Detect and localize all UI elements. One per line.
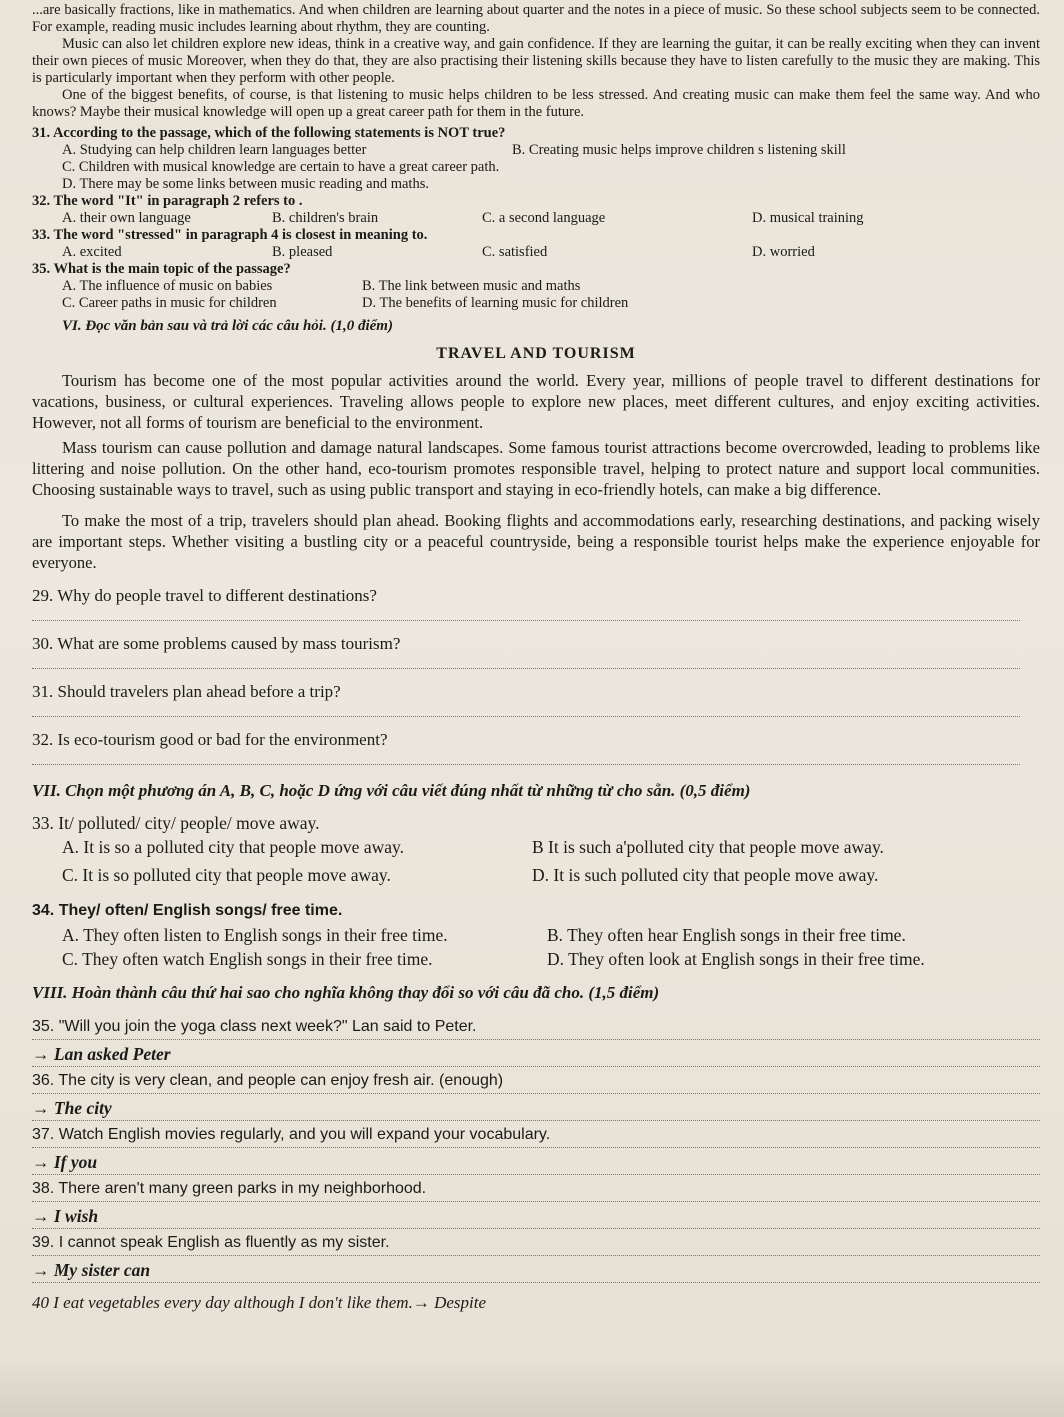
rewrite-answer-36[interactable]: → The city: [32, 1096, 1040, 1121]
tourism-paragraph-2: Mass tourism can cause pollution and damage natural landscapes. Some famous tourist attractions become overcrowded, leading to problems like littering and noise pollution. On the other hand, eco-tourism promotes responsible travel, helping to protect nature and support local communities. Choosing sustainable ways to travel, such as using public transport and staying in eco-friendly hotels, can make a big difference.: [32, 438, 1040, 499]
q34-sentence-a: A. They often listen to English songs in their free time.: [62, 925, 448, 945]
question-31: 31. Should travelers plan ahead before a trip?: [32, 682, 341, 701]
q34-sentence-stem: 34. They/ often/ English songs/ free time.: [32, 902, 343, 919]
q31-option-d: D. There may be some links between music reading and maths.: [62, 176, 429, 192]
question-31-stem: 31. According to the passage, which of the following statements is NOT true?: [32, 125, 506, 141]
reading1-paragraph-2: Music can also let children explore new ideas, think in a creative way, and gain confidence. If they are learning the guitar, it can be really exciting when they can invent their own pieces of music Moreover, when they do that, they are also practising their listening skills because they have to listen carefully to the music they are making. This is particularly important when they perform with other people.: [32, 36, 1040, 86]
q34-sentence-d: D. They often look at English songs in their free time.: [547, 949, 925, 969]
rewrite-item-35: [32, 1015, 1040, 1067]
answer-line-30[interactable]: [32, 654, 1020, 669]
q32-option-d: D. musical training: [752, 210, 864, 226]
reading1-paragraph-3: One of the biggest benefits, of course, is that listening to music helps children to be less stressed. And creating music can make them feel the same way. And who knows? Maybe their musical knowledge will open up a great career path for them in the future.: [32, 87, 1040, 120]
q34-sentence-b: B. They often hear English songs in their free time.: [547, 925, 906, 945]
rewrite-answer-37[interactable]: → If you: [32, 1150, 1040, 1175]
page-edge-shadow: [0, 1357, 1064, 1417]
rewrite-item-38: [32, 1177, 1040, 1229]
section-7: [32, 779, 1040, 971]
rewrite-question-40: 40 I eat vegetables every day although I don't like them.→ Despite: [32, 1293, 486, 1312]
section-6: [32, 316, 1040, 765]
section-8-heading: VIII. Hoàn thành câu thứ hai sao cho nghĩa không thay đổi so với câu đã cho. (1,5 điểm): [32, 983, 660, 1002]
rewrite-question-38: 38. There aren't many green parks in my neighborhood.: [32, 1177, 1040, 1202]
q34-sentence-c: C. They often watch English songs in their free time.: [62, 949, 433, 969]
rewrite-item-37: [32, 1123, 1040, 1175]
q31-option-b: B. Creating music helps improve children s listening skill: [512, 142, 846, 158]
rewrite-item-39: [32, 1231, 1040, 1283]
rewrite-answer-38[interactable]: → I wish: [32, 1204, 1040, 1229]
passage-title: TRAVEL AND TOURISM: [436, 345, 636, 362]
rewrite-item-36: [32, 1069, 1040, 1121]
question-35-stem: 35. What is the main topic of the passage?: [32, 261, 291, 277]
question-30: 30. What are some problems caused by mass tourism?: [32, 634, 401, 653]
q32-option-b: B. children's brain: [272, 210, 379, 226]
answer-line-29[interactable]: [32, 606, 1020, 621]
question-32-stem: 32. The word "It" in paragraph 2 refers to .: [32, 193, 303, 209]
section-7-heading: VII. Chọn một phương án A, B, C, hoặc D ứng với câu viết đúng nhất từ những từ cho sẵn. (0,5 điểm): [32, 781, 751, 800]
q35-option-a: A. The influence of music on babies: [62, 278, 273, 294]
answer-line-31[interactable]: [32, 702, 1020, 717]
q33-option-c: C. satisfied: [482, 244, 548, 260]
q35-option-c: C. Career paths in music for children: [62, 295, 277, 311]
answer-line-32[interactable]: [32, 750, 1020, 765]
q32-option-a: A. their own language: [62, 210, 191, 226]
q33-sentence-d: D. It is such polluted city that people move away.: [532, 865, 879, 885]
section-8: [32, 981, 1040, 1315]
q33-sentence-b: B It is such a'polluted city that people move away.: [532, 837, 884, 857]
q35-option-b: B. The link between music and maths: [362, 278, 581, 294]
question-29: 29. Why do people travel to different destinations?: [32, 586, 377, 605]
rewrite-question-35: 35. "Will you join the yoga class next week?" Lan said to Peter.: [32, 1015, 1040, 1040]
q33-option-b: B. pleased: [272, 244, 333, 260]
tourism-paragraph-3: To make the most of a trip, travelers should plan ahead. Booking flights and accommodations early, researching destinations, and packing wisely are important steps. Whether visiting a bustling city or a peaceful countryside, being a responsible tourist helps make the experience enjoyable for everyone.: [32, 511, 1040, 572]
reading1-questions: [32, 125, 1040, 312]
q33-option-d: D. worried: [752, 244, 815, 260]
section-6-heading: VI. Đọc văn bản sau và trả lời các câu hỏi. (1,0 điểm): [62, 318, 393, 334]
q31-option-c: C. Children with musical knowledge are certain to have a great career path.: [62, 159, 500, 175]
q31-option-a: A. Studying can help children learn languages better: [62, 142, 367, 158]
q33-sentence-a: A. It is so a polluted city that people move away.: [62, 837, 404, 857]
q33-sentence-stem: 33. It/ polluted/ city/ people/ move away.: [32, 813, 320, 833]
rewrite-answer-35[interactable]: → Lan asked Peter: [32, 1042, 1040, 1067]
rewrite-answer-39[interactable]: → My sister can: [32, 1258, 1040, 1283]
reading1-paragraph-1-tail: ...are basically fractions, like in mathematics. And when children are learning about quarter and the notes in a piece of music. So these school subjects seem to be connected. For example, reading music includes learning about rhythm, they are counting.: [32, 2, 1040, 35]
q35-option-d: D. The benefits of learning music for children: [362, 295, 629, 311]
reading-passage-1: [32, 0, 1040, 121]
question-32: 32. Is eco-tourism good or bad for the environment?: [32, 730, 388, 749]
q33-option-a: A. excited: [62, 244, 122, 260]
tourism-paragraph-1: Tourism has become one of the most popular activities around the world. Every year, millions of people travel to different destinations for vacations, business, or cultural experiences. Traveling allows people to explore new places, meet different cultures, and enjoy exciting activities. However, not all forms of tourism are beneficial to the environment.: [32, 371, 1040, 432]
q33-sentence-c: C. It is so polluted city that people move away.: [62, 865, 391, 885]
rewrite-question-37: 37. Watch English movies regularly, and you will expand your vocabulary.: [32, 1123, 1040, 1148]
rewrite-question-39: 39. I cannot speak English as fluently as my sister.: [32, 1231, 1040, 1256]
rewrite-question-36: 36. The city is very clean, and people can enjoy fresh air. (enough): [32, 1069, 1040, 1094]
question-33-stem: 33. The word "stressed" in paragraph 4 is closest in meaning to.: [32, 227, 428, 243]
q32-option-c: C. a second language: [482, 210, 606, 226]
